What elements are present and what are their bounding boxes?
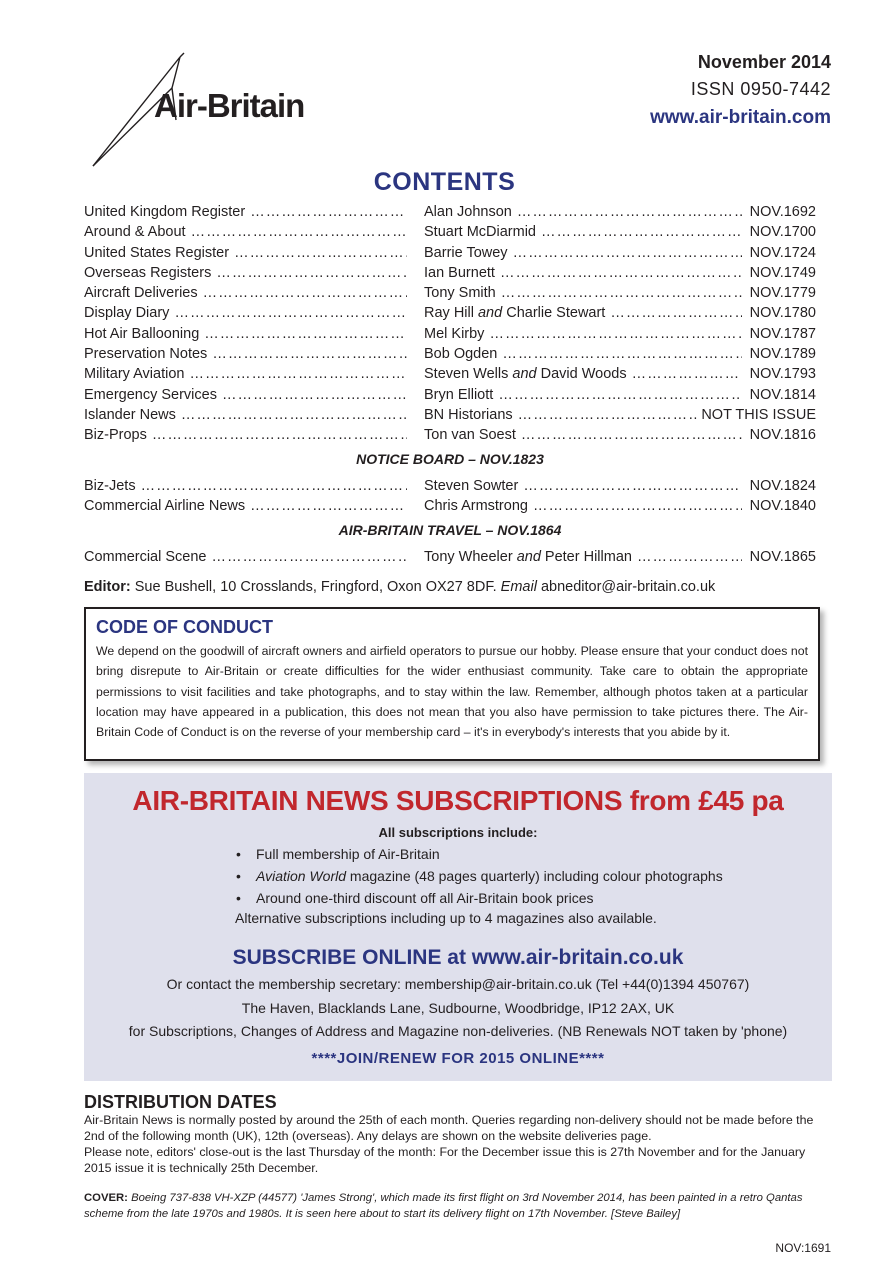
section-author: Steven Sowter ……………………………………………………………… (424, 476, 742, 496)
contents-row (84, 425, 816, 445)
contents-row (84, 283, 816, 303)
membership-purpose: for Subscriptions, Changes of Address and Magazine non-deliveries. (NB Renewals NOT taken by 'phone) (128, 1023, 788, 1039)
contents-row (84, 547, 816, 567)
contents-row (84, 496, 816, 516)
page-reference: NOV.1824 (746, 476, 816, 496)
contents-title: CONTENTS (373, 168, 516, 196)
page-reference: NOV.1787 (746, 324, 816, 344)
cover-text: Boeing 737-838 VH-XZP (44577) 'James Strong', which made its first flight on 3rd November 2014, has been painted in a retro Qantas scheme from the late 1970s and 1980s. It is seen here about to start its delivery flight on 17th November. [Steve Bailey] (84, 1192, 803, 1220)
section-author: Ray Hill and Charlie Stewart ……………………………………………………………… (424, 303, 742, 323)
section-author: Bryn Elliott ……………………………………………………………… (424, 385, 742, 405)
section-author: Steven Wells and David Woods ……………………………………………………………… (424, 364, 742, 384)
contents-row (84, 202, 816, 222)
issue-header (650, 48, 831, 129)
issn: ISSN 0950-7442 (690, 79, 831, 99)
page-reference: NOV.1700 (746, 222, 816, 242)
page-reference: NOV.1780 (746, 303, 816, 323)
membership-address: The Haven, Blacklands Lane, Sudbourne, Woodbridge, IP12 2AX, UK (241, 1000, 675, 1016)
section-author: Alan Johnson ……………………………………………………………… (424, 202, 742, 222)
contents-row (84, 324, 816, 344)
subscriptions-includes: All subscriptions include: (378, 825, 538, 840)
contents-list (84, 476, 816, 517)
alternative-subscriptions: Alternative subscriptions including up to 4 magazines also available. (235, 910, 657, 926)
contents-row (84, 385, 816, 405)
travel-heading: AIR-BRITAIN TRAVEL – NOV.1864 (338, 522, 562, 538)
page-reference: NOV.1793 (746, 364, 816, 384)
list-item: • Around one-third discount off all Air-Britain book prices (232, 887, 723, 909)
section-author: Barrie Towey ……………………………………………………………… (424, 243, 742, 263)
page-reference: NOV.1724 (746, 243, 816, 263)
section-title: Biz-Jets ……………………………………………………………… (84, 476, 407, 496)
contents-list (84, 547, 816, 567)
section-title: Commercial Airline News ……………………………………………………………… (84, 496, 407, 516)
contents-list (84, 202, 816, 446)
section-author: Mel Kirby ……………………………………………………………… (424, 324, 742, 344)
section-author: Tony Smith ……………………………………………………………… (424, 283, 742, 303)
page-reference: NOV.1865 (746, 547, 816, 567)
section-title: Commercial Scene ……………………………………………………………… (84, 547, 407, 567)
cover-label: COVER: (84, 1192, 128, 1204)
distribution-title: DISTRIBUTION DATES (84, 1092, 277, 1112)
code-of-conduct-title: CODE OF CONDUCT (96, 617, 273, 637)
section-author: BN Historians ……………………………………………………………… (424, 405, 742, 425)
section-author: Tony Wheeler and Peter Hillman ……………………………………………………………… (424, 547, 742, 567)
section-title: Overseas Registers ……………………………………………………………… (84, 263, 407, 283)
contents-row (84, 405, 816, 425)
editor-line (84, 579, 715, 595)
editor-label: Editor: (84, 579, 131, 595)
subscriptions-box (84, 773, 832, 1081)
contents-row (84, 222, 816, 242)
distribution-body (84, 1112, 832, 1176)
distribution-para: Air-Britain News is normally posted by around the 25th of each month. Queries regarding non-delivery should not be made before the 2nd of the following month (UK), 12th (overseas). Any delays are shown on the website deliveries page. (84, 1113, 814, 1143)
join-renew-banner[interactable]: ****JOIN/RENEW FOR 2015 ONLINE**** (311, 1050, 605, 1067)
website-link[interactable]: www.air-britain.com (650, 107, 831, 128)
subscriptions-title: AIR-BRITAIN NEWS SUBSCRIPTIONS from £45 pa (132, 785, 784, 816)
page-reference: NOT THIS ISSUE (697, 405, 816, 425)
page-number: NOV:1691 (775, 1241, 831, 1255)
cover-caption (84, 1190, 832, 1222)
section-author: Chris Armstrong ……………………………………………………………… (424, 496, 742, 516)
distribution-para: Please note, editors' close-out is the last Thursday of the month: For the December issue this is 27th November and for the January 2015 issue it is technically 25th December. (84, 1145, 806, 1175)
page-reference: NOV.1840 (746, 496, 816, 516)
section-title: Islander News ……………………………………………………………… (84, 405, 407, 425)
list-item: • Full membership of Air-Britain (232, 843, 723, 865)
page-reference: NOV.1816 (746, 425, 816, 445)
air-britain-logo (84, 50, 320, 170)
section-author: Bob Ogden ……………………………………………………………… (424, 344, 742, 364)
contents-row (84, 263, 816, 283)
list-item: • Aviation World magazine (48 pages quarterly) including colour photographs (232, 865, 723, 887)
editor-address: Sue Bushell, 10 Crosslands, Fringford, Oxon OX27 8DF. (130, 579, 501, 595)
email-label: Email (500, 579, 537, 595)
section-title: Hot Air Ballooning ……………………………………………………………… (84, 324, 407, 344)
issue-date: November 2014 (697, 52, 831, 72)
code-of-conduct-body: We depend on the goodwill of aircraft owners and airfield operators to pursue our hobby. Please ensure that your conduct does not bring disrepute to Air-Britain or create difficulties for the wider enthusiast community. Take care to obtain the appropriate permissions to visit facilities and take photographs, and to stay within the law. Remember, although photos taken at a particular location may have appeared in a publication, this does not mean that you also have permission to take pictures there. The Air-Britain Code of Conduct is on the reverse of your membership card – it's in everybody's interests that you abide by it. (96, 644, 808, 740)
page-reference: NOV.1779 (746, 283, 816, 303)
section-title: Emergency Services ……………………………………………………………… (84, 385, 407, 405)
code-of-conduct-box (84, 607, 820, 761)
section-author: Ian Burnett ……………………………………………………………… (424, 263, 742, 283)
page-reference: NOV.1789 (746, 344, 816, 364)
editor-email[interactable]: abneditor@air-britain.co.uk (536, 579, 716, 595)
subscribe-online-link[interactable]: SUBSCRIBE ONLINE at www.air-britain.co.uk (232, 946, 684, 969)
contents-row (84, 303, 816, 323)
section-author: Stuart McDiarmid ……………………………………………………………… (424, 222, 742, 242)
section-author: Ton van Soest ……………………………………………………………… (424, 425, 742, 445)
section-title: Aircraft Deliveries ……………………………………………………………… (84, 283, 407, 303)
page-reference: NOV.1692 (746, 202, 816, 222)
subscriptions-benefits (232, 843, 723, 909)
section-title: United Kingdom Register ……………………………………………………………… (84, 202, 407, 222)
section-title: Display Diary ……………………………………………………………… (84, 303, 407, 323)
contents-row (84, 243, 816, 263)
section-title: Preservation Notes ……………………………………………………………… (84, 344, 407, 364)
contents-row (84, 344, 816, 364)
contents-row (84, 364, 816, 384)
page-reference: NOV.1749 (746, 263, 816, 283)
section-title: Biz-Props ……………………………………………………………… (84, 425, 407, 445)
logo-text: Air-Britain (154, 87, 305, 124)
page-reference: NOV.1814 (746, 385, 816, 405)
section-title: United States Register ……………………………………………………………… (84, 243, 407, 263)
notice-board-heading: NOTICE BOARD – NOV.1823 (356, 451, 544, 467)
section-title: Around & About ……………………………………………………………… (84, 222, 407, 242)
section-title: Military Aviation ……………………………………………………………… (84, 364, 407, 384)
magazine-name: Aviation World (256, 868, 347, 884)
contents-row (84, 476, 816, 496)
membership-contact: Or contact the membership secretary: membership@air-britain.co.uk (Tel +44(0)1394 450767) (166, 976, 750, 992)
